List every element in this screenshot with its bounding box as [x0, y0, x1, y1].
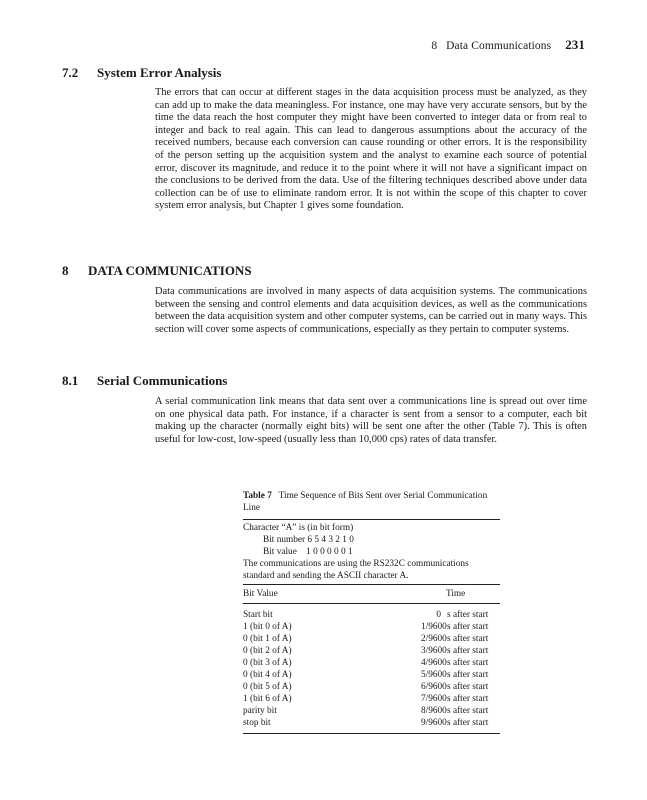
cell-time-unit: s after start	[447, 694, 489, 704]
section-number: 8.1	[62, 373, 79, 388]
table-label: Table 7	[243, 491, 272, 501]
page-number: 231	[565, 37, 585, 52]
cell-time-value: 8/9600	[421, 706, 447, 716]
cell-time-value: 3/9600	[421, 646, 447, 656]
section-heading-8	[62, 263, 252, 279]
table-note-line: Bit value 1 0 0 0 0 0 1	[263, 547, 353, 557]
cell-bit: 0 (bit 1 of A)	[243, 634, 292, 644]
table-row	[243, 621, 500, 633]
column-header-time: Time	[446, 589, 466, 599]
section-heading-7-2	[62, 65, 221, 81]
section-number: 7.2	[62, 65, 79, 80]
cell-time-unit: s after start	[447, 670, 489, 680]
cell-bit: 1 (bit 6 of A)	[243, 694, 292, 704]
table-body	[243, 604, 500, 733]
cell-time-value: 2/9600	[421, 634, 447, 644]
cell-time-unit: s after start	[447, 610, 489, 620]
cell-time-unit: s after start	[447, 622, 489, 632]
table-row	[243, 633, 500, 645]
column-header-bit-value: Bit Value	[243, 589, 278, 599]
cell-time-unit: s after start	[447, 682, 489, 692]
table-row	[243, 705, 500, 717]
table-note-line: Character “A” is (in bit form)	[243, 523, 354, 533]
cell-bit: Start bit	[243, 610, 273, 620]
cell-bit: stop bit	[243, 718, 271, 728]
cell-time-unit: s after start	[447, 718, 489, 728]
cell-bit: 0 (bit 5 of A)	[243, 682, 292, 692]
table-row	[243, 645, 500, 657]
section-paragraph-8: Data communications are involved in many aspects of data acquisition systems. The communications between the sensing and control elements and data acquisition devices, as well as the communications between the data acquisition system and other computer systems, can be carried out in many ways. This section will cover some aspects of communications, especially as they pertain to computer systems.	[155, 286, 587, 335]
cell-time-value: 4/9600	[421, 658, 447, 668]
cell-bit: parity bit	[243, 706, 277, 716]
cell-time-value: 7/9600	[421, 694, 447, 704]
table-row	[243, 693, 500, 705]
cell-bit: 0 (bit 4 of A)	[243, 670, 292, 680]
cell-bit: 1 (bit 0 of A)	[243, 622, 292, 632]
section-number: 8	[62, 263, 69, 278]
cell-time-unit: s after start	[447, 658, 489, 668]
table-7	[243, 490, 500, 734]
table-caption	[243, 490, 500, 514]
cell-time-value: 5/9600	[421, 670, 447, 680]
table-row	[243, 657, 500, 669]
cell-time-value: 9/9600	[421, 718, 447, 728]
cell-time-value: 6/9600	[421, 682, 447, 692]
table-row	[243, 681, 500, 693]
table-row	[243, 609, 500, 621]
table-bottom-rule	[243, 733, 500, 734]
cell-time-unit: s after start	[447, 706, 489, 716]
running-head	[431, 37, 585, 53]
table-note-line: The communications are using the RS232C communications standard and sending the ASCII character A.	[243, 559, 469, 581]
cell-time-unit: s after start	[447, 646, 489, 656]
section-paragraph-8-1: A serial communication link means that data sent over a communications line is spread out over time on one physical data path. For instance, if a character is sent from a sensor to a computer, each bit making up the character (normally eight bits) will be sent one after the other (Table 7). This is often useful for low-cost, low-speed (usually less than 10,000 cps) rates of data transfer.	[155, 396, 587, 445]
cell-bit: 0 (bit 3 of A)	[243, 658, 292, 668]
cell-time-unit: s after start	[447, 634, 489, 644]
section-title: System Error Analysis	[97, 65, 222, 80]
section-paragraph-7-2: The errors that can occur at different stages in the data acquisition process must be analyzed, as they can add up to make the data meaningless. For instance, one may have very accurate sensors, but by the time the data reach the host computer they might have been converted to integer data or from real to integer and back to real again. This can lead to dangerous assumptions about the accuracy of the received numbers, because each conversion can cause rounding or other errors. It is the responsibility of the person setting up the acquisition system and the analyst to examine each source of potential error, discover its magnitude, and reduce it to the point where it will not have a significant impact on the conclusions to be derived from the data. Use of the filtering techniques described above under data collection can be of use to eliminate random error. It is not within the scope of this chapter to cover system error analysis, but Chapter 1 gives some foundation.	[155, 87, 587, 212]
table-caption-text: Time Sequence of Bits Sent over Serial Communication Line	[243, 491, 488, 513]
cell-bit: 0 (bit 2 of A)	[243, 646, 292, 656]
table-notes	[243, 520, 500, 584]
table-row	[243, 669, 500, 681]
cell-time-value: 0	[436, 610, 441, 620]
running-head-chapter: 8 Data Communications	[431, 40, 552, 52]
section-heading-8-1	[62, 373, 227, 389]
table-row	[243, 717, 500, 729]
cell-time-value: 1/9600	[421, 622, 447, 632]
section-title: Serial Communications	[97, 373, 228, 388]
table-header-row	[243, 585, 500, 603]
table-note-line: Bit number 6 5 4 3 2 1 0	[263, 535, 354, 545]
section-title: DATA COMMUNICATIONS	[88, 263, 252, 278]
